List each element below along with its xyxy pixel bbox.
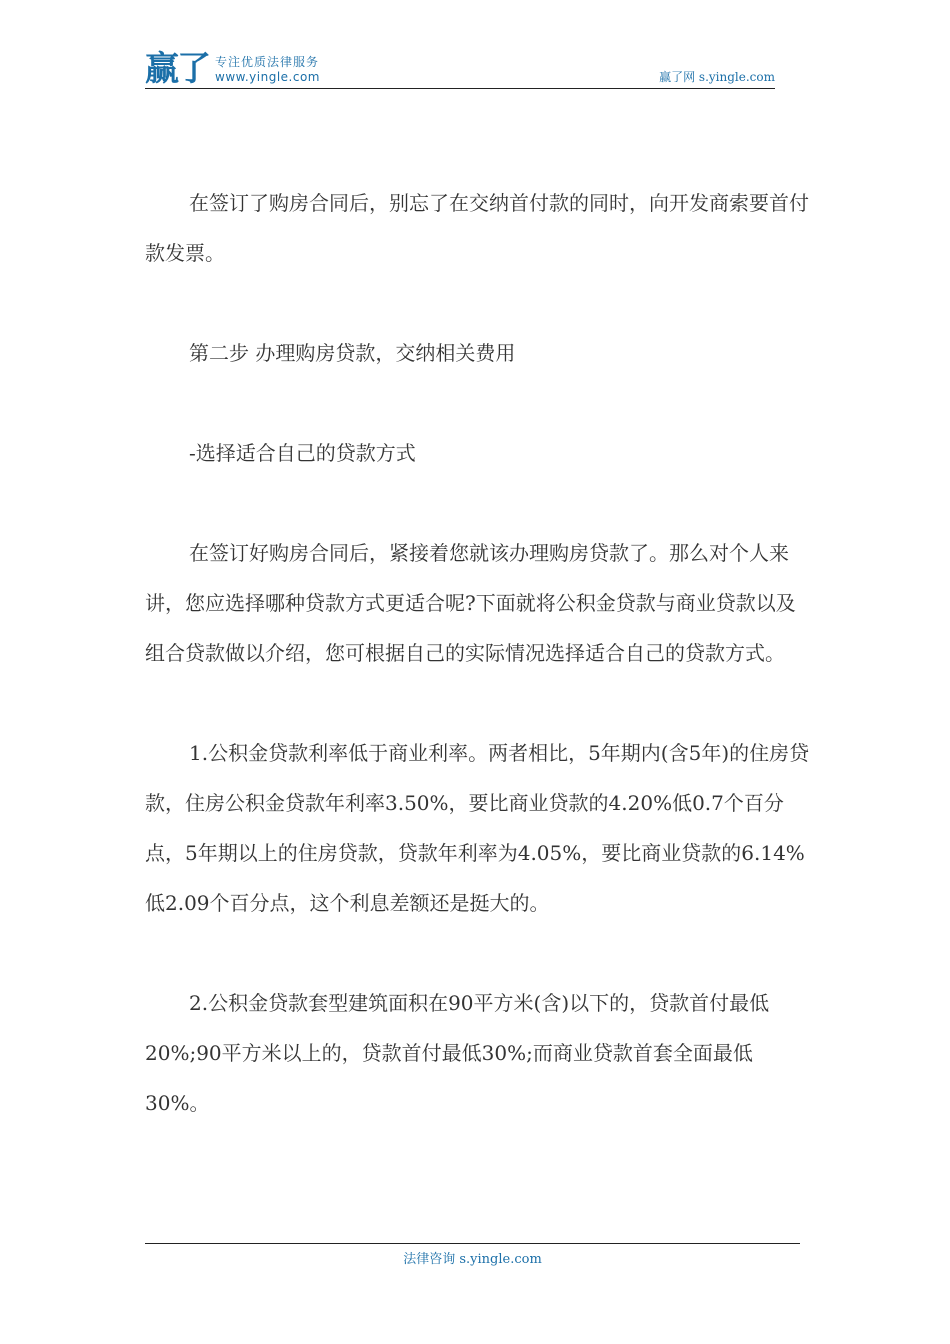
logo-text	[215, 55, 320, 85]
paragraph-point-two: 2.公积金贷款套型建筑面积在90平方米(含)以下的，贷款首付最低20%;90平方米以上的，贷款首付最低30%;而商业贷款首套全面最低30%。	[145, 991, 770, 1115]
subheading-loan-choice: -选择适合自己的贷款方式	[189, 441, 416, 465]
header-site-link[interactable]: 赢了网 s.yingle.com	[659, 70, 775, 84]
paragraph-loan-intro: 在签订好购房合同后，紧接着您就该办理购房贷款了。那么对个人来讲，您应选择哪种贷款方式更适合呢?下面就将公积金贷款与商业贷款以及组合贷款做以介绍，您可根据自己的实际情况选择适合自己的贷款方式。	[145, 541, 796, 665]
page-header	[145, 48, 775, 89]
site-logo[interactable]	[145, 48, 320, 88]
footer-link[interactable]: 法律咨询 s.yingle.com	[403, 1252, 542, 1267]
logo-slogan: 专注优质法律服务	[215, 55, 320, 69]
paragraph-invoice: 在签订了购房合同后，别忘了在交纳首付款的同时，向开发商索要首付款发票。	[145, 191, 809, 265]
logo-mark: 赢了	[145, 49, 209, 89]
document-body	[145, 178, 810, 1128]
paragraph-point-one: 1.公积金贷款利率低于商业利率。两者相比，5年期内(含5年)的住房贷款，住房公积金贷款年利率3.50%，要比商业贷款的4.20%低0.7个百分点，5年期以上的住房贷款，贷款年利率为4.05%，要比商业贷款的6.14%低2.09个百分点，这个利息差额还是挺大的。	[145, 741, 810, 915]
page-footer	[145, 1243, 800, 1267]
logo-url: www.yingle.com	[215, 70, 320, 84]
section-heading-step-two: 第二步 办理购房贷款，交纳相关费用	[189, 341, 516, 365]
